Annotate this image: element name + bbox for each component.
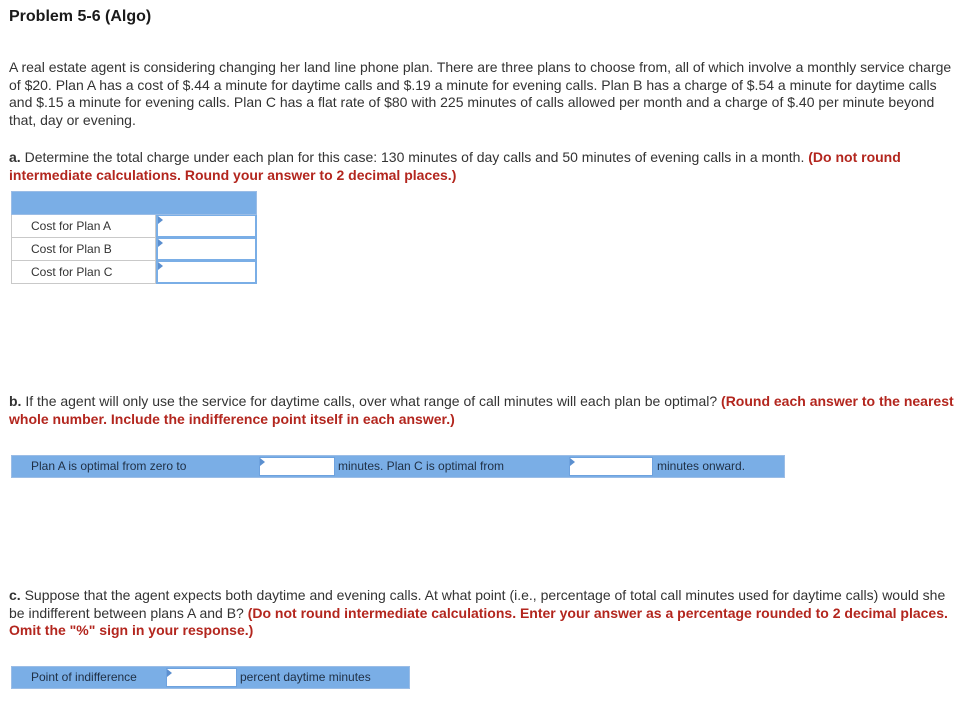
plan-c-cost-input[interactable] [158,262,255,282]
part-b-instruction: (Round each answer to the nearest whole number. Include the indifference point itself in each answer.) [9,393,954,427]
answer-flag-icon [158,216,163,224]
part-b-label: b. [9,393,22,409]
part-b-segment-2: minutes. Plan C is optimal from [338,459,505,473]
part-b-segment-1: Plan A is optimal from zero to [31,459,187,473]
plan-a-cost-cell[interactable] [156,215,257,238]
part-c-segment-2: percent daytime minutes [240,670,371,684]
table-row [11,215,257,238]
part-c-text: Suppose that the agent expects both daytime and evening calls. At what point (i.e., percentage of total call minutes used for daytime calls) would she be indifferent between plans A and B? [9,587,946,621]
part-b-text: If the agent will only use the service for daytime calls, over what range of call minutes will each plan be optimal? [25,393,718,409]
answer-flag-icon [260,458,265,466]
part-a-text: Determine the total charge under each plan for this case: 130 minutes of day calls and 50 minutes of evening calls in a month. [24,149,805,165]
answer-flag-icon [570,458,575,466]
part-b-segment-3: minutes onward. [657,459,746,473]
part-a-table [11,191,257,284]
part-b-question [9,393,954,428]
part-a-table-header [11,191,257,215]
part-c-answer-bar [11,666,410,689]
part-b-answer-bar [11,455,785,478]
part-c-label: c. [9,587,21,603]
indifference-point-cell[interactable] [166,668,237,687]
plan-c-range-cell[interactable] [569,457,653,476]
part-c-instruction: (Do not round intermediate calculations. Enter your answer as a percentage rounded to 2 decimal places. Omit the "%" sign in your response.) [9,604,948,638]
plan-a-cost-label: Cost for Plan A [11,215,156,238]
part-a-label: a. [9,149,21,165]
answer-flag-icon [158,262,163,270]
indifference-point-input[interactable] [167,670,236,687]
table-row [11,261,257,284]
table-row [11,238,257,261]
part-c-segment-1: Point of indifference [31,670,137,684]
page-title: Problem 5-6 (Algo) [9,8,152,25]
part-a-question [9,149,954,184]
answer-flag-icon [167,669,172,677]
plan-a-cost-input[interactable] [158,216,255,236]
plan-c-min-minutes-input[interactable] [570,459,652,476]
part-a-instruction: (Do not round intermediate calculations. Round your answer to 2 decimal places.) [9,149,901,183]
part-c-question [9,587,954,640]
plan-a-max-minutes-input[interactable] [260,459,334,476]
plan-b-cost-cell[interactable] [156,238,257,261]
plan-c-cost-cell[interactable] [156,261,257,284]
plan-b-cost-label: Cost for Plan B [11,238,156,261]
plan-a-range-cell[interactable] [259,457,335,476]
plan-c-cost-label: Cost for Plan C [11,261,156,284]
plan-b-cost-input[interactable] [158,239,255,259]
problem-intro: A real estate agent is considering changing her land line phone plan. There are three plans to choose from, all of which involve a monthly service charge of $20. Plan A has a cost of $.44 a minute for daytime calls and $.19 a minute for evening calls. Plan B has a charge of $.54 a minute for daytime calls and $.15 a minute for evening calls. Plan C has a flat rate of $80 with 225 minutes of calls allowed per month and a charge of $.40 per minute beyond that, day or evening. [9,59,952,128]
answer-flag-icon [158,239,163,247]
